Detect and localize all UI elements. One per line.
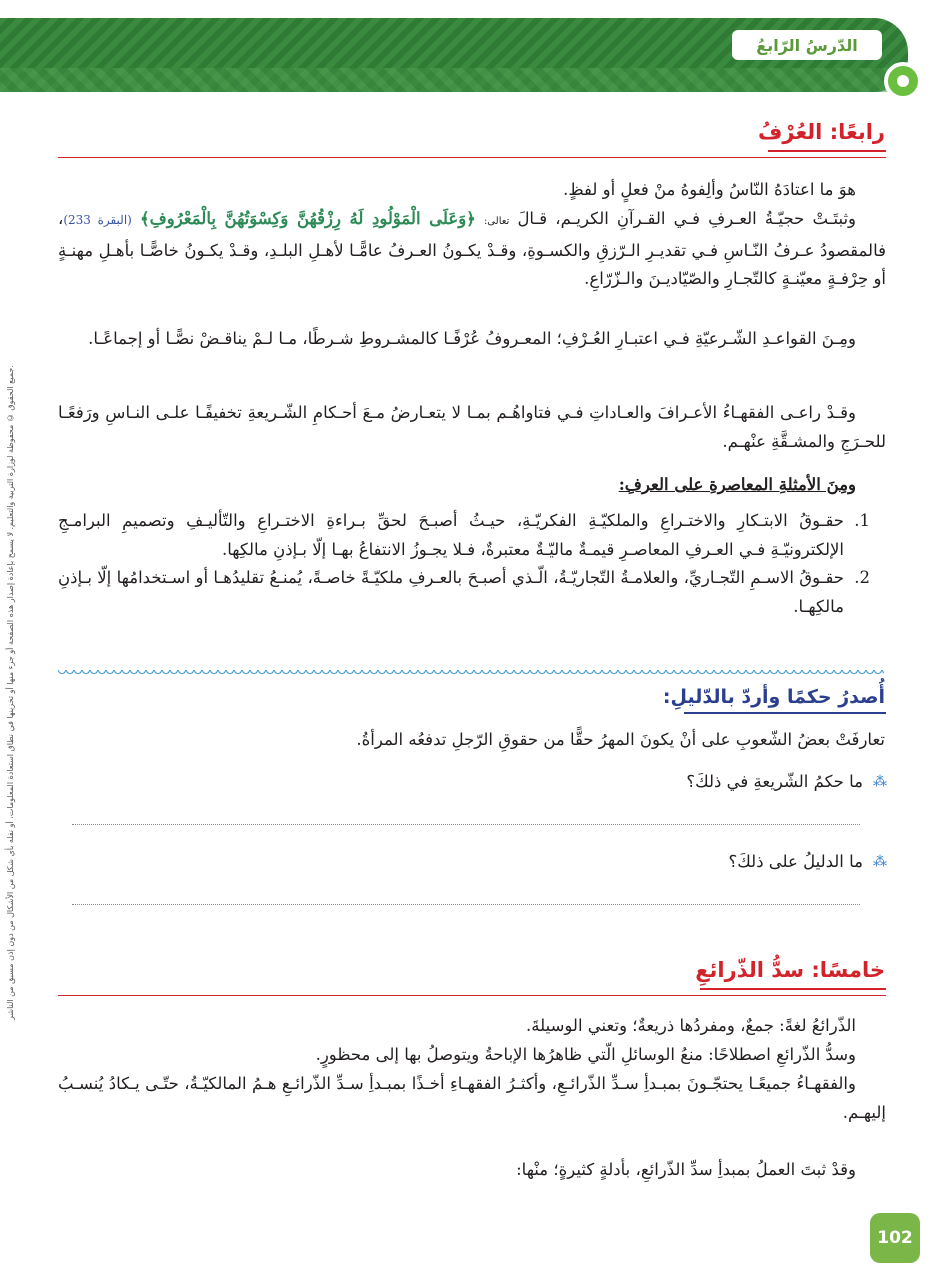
title-underline [768,150,886,152]
list-item-number: 2. [854,568,870,587]
examples-heading: ومِنَ الأمثلةِ المعاصرةِ على العرفِ: [618,475,856,494]
lesson-label: الدّرسُ الرّابعُ [732,30,882,60]
taala-label: تعالى: [483,216,510,227]
evidence-paragraph [58,205,886,294]
title-divider [58,157,886,158]
page-number-badge: 102 [870,1213,920,1263]
examples-list [58,507,886,621]
list-item-text: حقـوقُ الاسـمِ التّجـاريِّ، والعلامـةُ التّجاريّـةُ، الّـذي أصبـحَ بالعـرفِ ملكيّـةً خاصـةً، يُمنـعُ تقليدُهـا أو اسـتخدامُها إلّا بـإذنِ مالكِهـا. [58,568,844,616]
title-divider [58,995,886,996]
evidence-intro: وقدْ ثبتَ العملُ بمبدأِ سدِّ الذّرائعِ، بأدلةٍ كثيرةٍ؛ منْها: [516,1160,856,1179]
evidence-text-start: وثبتَـتْ حجيّـةُ العـرفِ فـي القـرآنِ الكريـم، قـالَ [517,209,857,228]
exercise-title-underline [684,712,886,714]
list-item [58,564,886,621]
list-item-text: حقـوقُ الابتـكارِ والاختـراعِ والملكيّـةِ الفكريّـةِ، حيـثُ أصبـحَ لحقِّ بـراءةِ الاختـراعِ والتّأليـفِ وتصميمِ البرامـجِ الإلكترونيّـةِ فـي العـرفِ المعاصـرِ قيمـةٌ ماليّـةٌ معتبرةٌ، فـلا يجـوزُ الانتفاعُ بهـا إلّا بـإذنِ مالكِها. [58,511,844,559]
copyright-side-note: جميع الحقوق © محفوظة لوزارة التربية والتعليم. لا يسمح بإعادة إصدار هذه الصفحة أو جزء منها أو تخزينها في نطاق استعادة المعلومات، أو نقله بأي شكل من الأشكال من دون إذن مسبق من الناشر. [6,365,15,1020]
linguistic-definition: الذّرائعُ لغةً: جمعٌ، ومفردُها ذريعةٌ؛ وتعني الوسيلةَ. [526,1016,856,1035]
list-item [58,507,886,564]
definition-paragraph: هوَ ما اعتادَهُ النّاسُ وألِفوهُ منْ فعلٍ أو لفظٍ. [563,180,856,199]
exercise-title: أُصدرُ حكمًا وأردّ بالدّليلِ: [662,686,885,708]
question-bullet-icon: ⁂ [873,774,887,790]
evidence-text-end: ، فالمقصودُ عـرفُ النّـاسِ فـي تقديـرِ الـرّزقِ والكسـوةِ، وقـدْ يكـونُ العـرفُ عامًّـا لأهـلِ البلـدِ، وقـدْ يكـونُ خاصًّـا بأهـلِ مهنـةٍ أو حِرْفـةٍ معيّنـةٍ كالتّجـارِ والصّيّاديـنَ والـزّرّاعِ. [58,209,886,288]
exercise-prompt: تعارفَتْ بعضُ الشّعوبِ على أنْ يكونَ المهرُ حقًّا من حقوقِ الرّجلِ تدفعُه المرأةُ. [356,730,885,749]
question-bullet-icon: ⁂ [873,854,887,870]
header-ring-icon [884,62,922,100]
section-title-sadd-aldharai: خامسًا: سدُّ الذّرائعِ [695,958,885,982]
title-underline [700,988,886,990]
list-item-number: 1. [854,511,870,530]
exercise-wavy-border [58,670,884,676]
page-header [0,0,945,110]
jurists-paragraph: وقـدْ راعـى الفقهـاءُ الأعـرافَ والعـاداتِ فـي فتاواهُـم بمـا لا يتعـارضُ مـعَ أحـكامِ الشّـريعةِ تخفيفًـا علـى النـاسِ ورَفعًـا للحـرَجِ والمشـقَّةِ عنْهـم. [58,403,886,451]
answer-line[interactable] [72,824,860,825]
technical-definition: وسدُّ الذّرائعِ اصطلاحًا: منعُ الوسائلِ الّتي ظاهرُها الإباحةُ ويتوصلُ بها إلى محظورٍ. [315,1045,856,1064]
question-ruling: ما حكمُ الشّريعةِ في ذلكَ؟ [686,772,863,791]
rule-paragraph: ومِـنَ القواعـدِ الشّـرعيّةِ فـي اعتبـارِ العُـرْفِ؛ المعـروفُ عُرْفًـا كالمشـروطِ شـرطًا، مـا لـمْ يناقـضْ نصًّـا أو إجماعًـا. [88,329,856,348]
examples-heading-row [58,471,886,500]
section-title-urf: رابعًا: العُرْفُ [757,120,885,144]
answer-line[interactable] [72,904,860,905]
verse-reference: (البقرة 233) [63,213,132,227]
quran-verse: ﴿وَعَلَى الْمَوْلُودِ لَهُ رِزْقُهُنَّ وَكِسْوَتُهُنَّ بِالْمَعْرُوفِ﴾ [139,209,476,228]
question-evidence: ما الدليلُ على ذلكَ؟ [728,852,863,871]
jurists-usage-paragraph: والفقهـاءُ جميعًـا يحتجّـونَ بمبـدأِ سـدِّ الذّرائـعِ، وأكثـرُ الفقهـاءِ أخـذًا بمبـدأِ سـدِّ الذّرائـعِ هـمُ المالكيّـةُ، حتّـى يـكادُ يُنسـبُ إليهـم. [58,1074,886,1122]
